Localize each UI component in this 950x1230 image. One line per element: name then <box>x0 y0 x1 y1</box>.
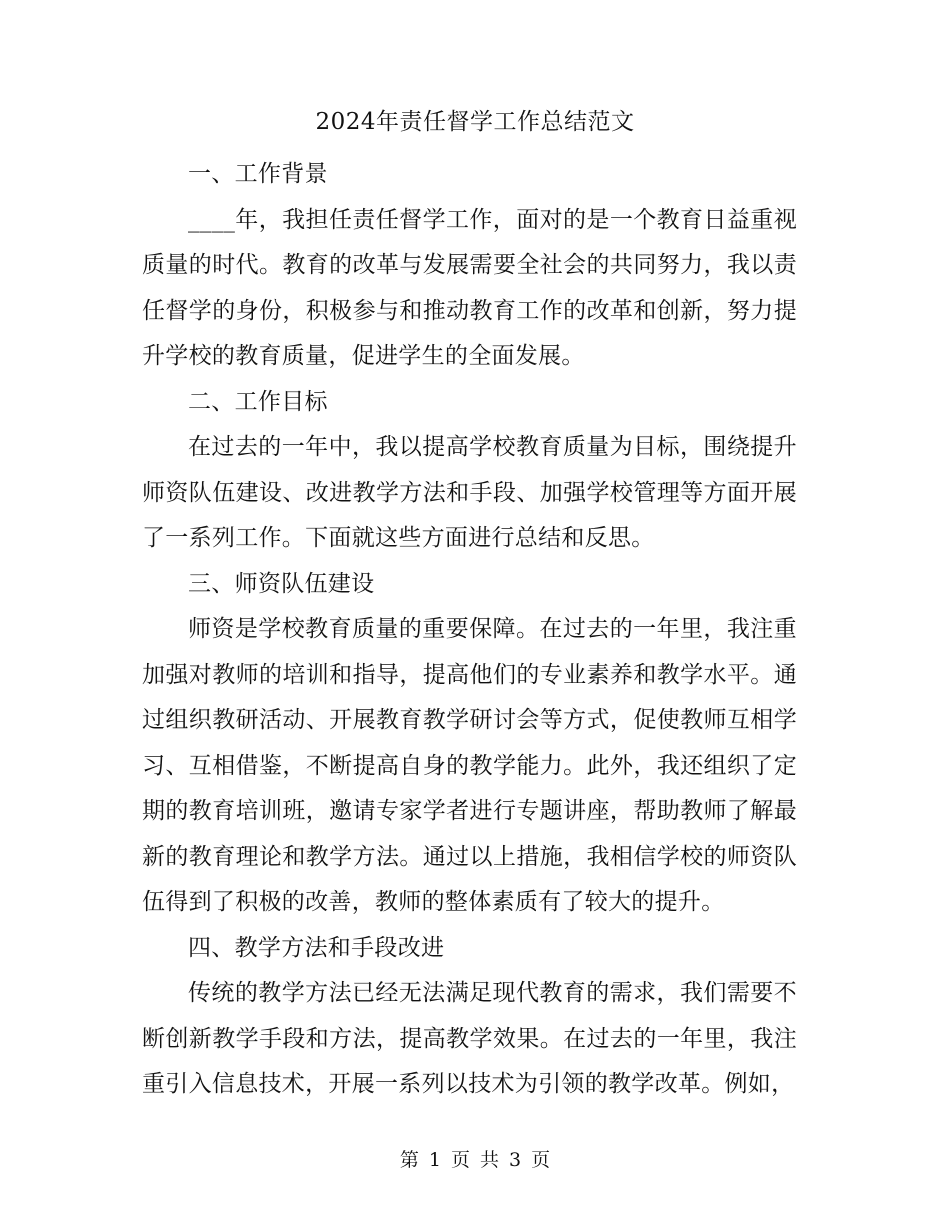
document-title: 2024年责任督学工作总结范文 <box>315 109 635 135</box>
page-footer <box>0 1146 950 1174</box>
paragraph: 师资是学校教育质量的重要保障。在过去的一年里，我注重加强对教师的培训和指导，提高他们的专业素养和教学水平。通过组织教研活动、开展教育教学研讨会等方式，促使教师互相学习、互相借鉴，不断提高自身的教学能力。此外，我还组织了定期的教育培训班，邀请专家学者进行专题讲座，帮助教师了解最新的教育理论和教学方法。通过以上措施，我相信学校的师资队伍得到了积极的改善，教师的整体素质有了较大的提升。 <box>142 616 797 915</box>
document-body <box>142 152 797 1108</box>
paragraph: 传统的教学方法已经无法满足现代教育的需求，我们需要不断创新教学手段和方法，提高教学效果。在过去的一年里，我注重引入信息技术，开展一系列以技术为引领的教学改革。例如， <box>142 980 797 1097</box>
footer-suffix: 页 <box>531 1149 551 1171</box>
section-heading: 二、工作目标 <box>188 388 328 415</box>
footer-prefix: 第 <box>399 1149 419 1171</box>
paragraph: 在过去的一年中，我以提高学校教育质量为目标，围绕提升师资队伍建设、改进教学方法和手段、加强学校管理等方面开展了一系列工作。下面就这些方面进行总结和反思。 <box>142 434 797 551</box>
current-page-number: 1 <box>428 1149 441 1171</box>
total-pages-number: 3 <box>509 1149 522 1171</box>
paragraph: ____年，我担任责任督学工作，面对的是一个教育日益重视质量的时代。教育的改革与发展需要全社会的共同努力，我以责任督学的身份，积极参与和推动教育工作的改革和创新，努力提升学校的教育质量，促进学生的全面发展。 <box>142 206 797 369</box>
section-heading: 三、师资队伍建设 <box>188 570 375 597</box>
footer-page-label: 页 <box>450 1149 470 1171</box>
section-heading: 四、教学方法和手段改进 <box>188 934 445 961</box>
section-heading: 一、工作背景 <box>188 161 328 187</box>
footer-total-label: 共 <box>480 1149 500 1171</box>
